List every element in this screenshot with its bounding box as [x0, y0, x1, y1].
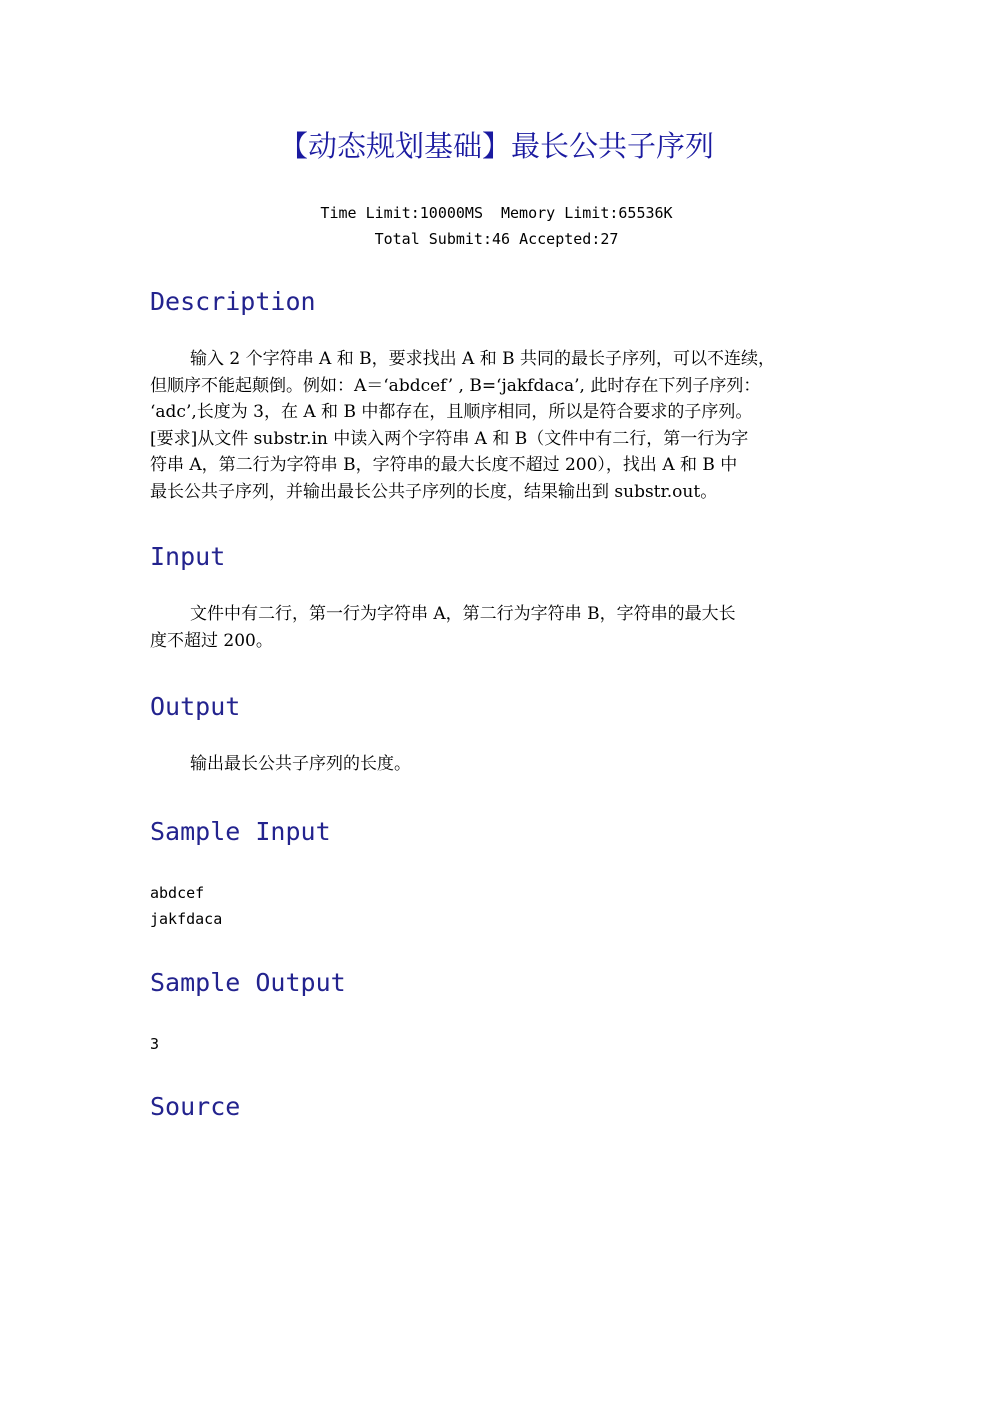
- sample-input-heading: Sample Input: [150, 817, 331, 846]
- input-heading: Input: [150, 542, 226, 571]
- sample-input-line: abdcef: [150, 884, 205, 902]
- sample-input-block: [150, 880, 222, 932]
- sample-output-line: 3: [150, 1035, 160, 1053]
- time-limit: Time Limit:10000MS: [320, 204, 483, 222]
- description-line: 最长公共子序列，并输出最长公共子序列的长度，结果输出到 substr.out。: [150, 481, 718, 502]
- problem-limits: [0, 200, 993, 252]
- sample-output-block: [150, 1031, 159, 1057]
- description-line: 符串 A，第二行为字符串 B，字符串的最大长度不超过 200），找出 A 和 B 中: [150, 455, 738, 476]
- output-text: [150, 751, 850, 778]
- input-line: 文件中有二行，第一行为字符串 A，第二行为字符串 B，字符串的最大长: [190, 604, 736, 624]
- description-line: ‘adc’,长度为 3，在 A 和 B 中都存在，且顺序相同，所以是符合要求的子序列。: [150, 402, 753, 423]
- limits-row: [0, 200, 993, 226]
- input-text: [150, 601, 850, 654]
- sample-input-line: jakfdaca: [150, 910, 223, 928]
- description-heading: Description: [150, 287, 316, 316]
- memory-limit: Memory Limit:65536K: [500, 204, 673, 222]
- source-heading: Source: [150, 1092, 241, 1121]
- output-line: 输出最长公共子序列的长度。: [190, 754, 411, 774]
- description-text: [150, 346, 850, 506]
- input-line: 度不超过 200。: [150, 630, 273, 651]
- description-line: 但顺序不能起颠倒。例如：A＝‘abdcef’ , B=‘jakfdaca’, 此时存在下列子序列：: [150, 375, 761, 396]
- page-title: 【动态规划基础】最长公共子序列: [278, 129, 714, 163]
- sample-output-heading: Sample Output: [150, 968, 346, 997]
- description-line: 输入 2 个字符串 A 和 B，要求找出 A 和 B 共同的最长子序列，可以不连续，: [190, 349, 775, 369]
- output-heading: Output: [150, 692, 241, 721]
- submission-stats: Total Submit:46 Accepted:27: [374, 230, 619, 248]
- description-line: [要求]从文件 substr.in 中读入两个字符串 A 和 B（文件中有二行，第一行为字: [150, 428, 749, 449]
